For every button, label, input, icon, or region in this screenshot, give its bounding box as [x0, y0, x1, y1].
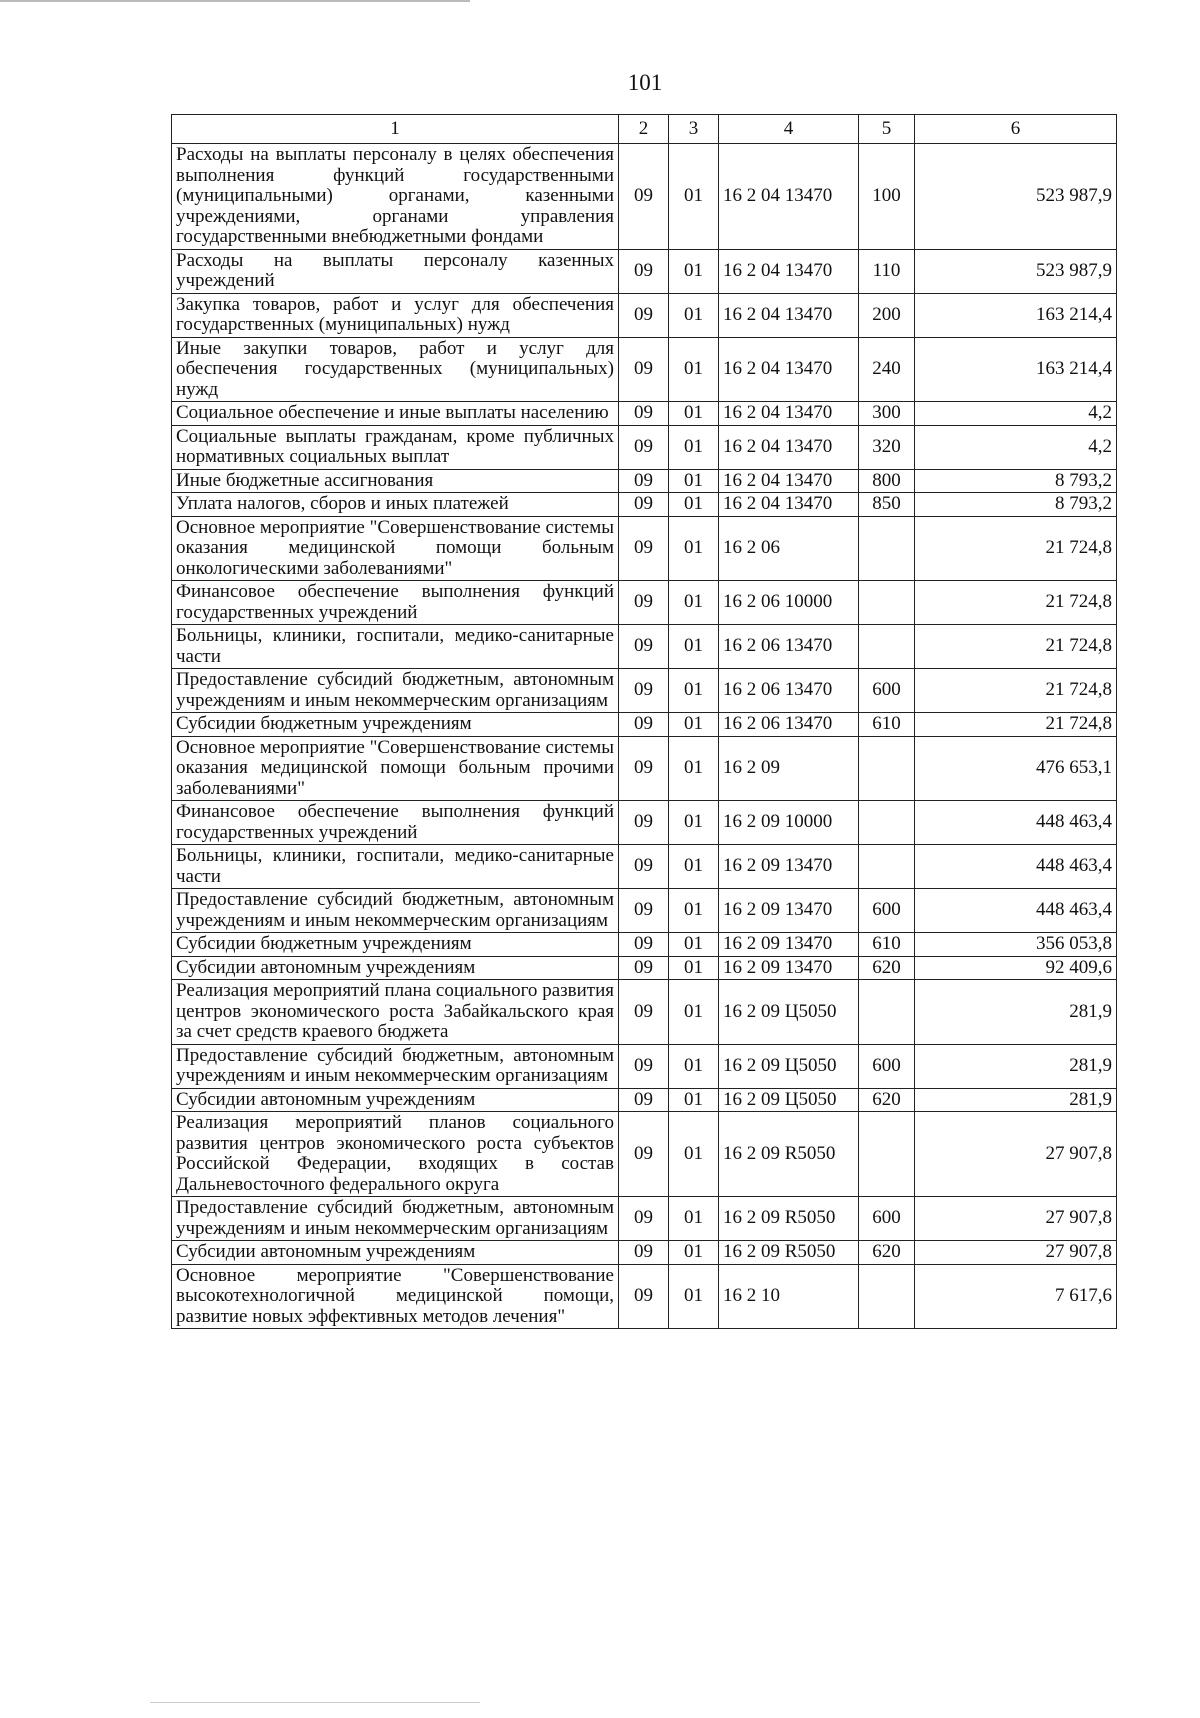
table-row [172, 736, 1117, 801]
expense-type-cell [859, 736, 915, 801]
section-code-cell: 09 [619, 956, 669, 980]
section-code-cell: 09 [619, 337, 669, 402]
amount-cell: 281,9 [915, 980, 1117, 1045]
expense-type-cell [859, 625, 915, 669]
amount-cell: 21 724,8 [915, 516, 1117, 581]
target-article-cell: 16 2 04 13470 [719, 293, 859, 337]
row-name-cell: Субсидии бюджетным учреждениям [172, 713, 619, 737]
section-code-cell: 09 [619, 469, 669, 493]
row-name-cell: Больницы, клиники, госпитали, медико-санитарные части [172, 625, 619, 669]
section-code-cell: 09 [619, 889, 669, 933]
column-header-1: 1 [172, 115, 619, 144]
row-name-cell: Финансовое обеспечение выполнения функций государственных учреждений [172, 801, 619, 845]
row-name-cell: Предоставление субсидий бюджетным, автономным учреждениям и иным некоммерческим организациям [172, 1197, 619, 1241]
budget-table [171, 114, 1117, 1329]
row-name-cell: Социальное обеспечение и иные выплаты населению [172, 402, 619, 426]
row-name-cell: Основное мероприятие "Совершенствование системы оказания медицинской помощи больным прочими заболеваниями" [172, 736, 619, 801]
section-code-cell: 09 [619, 669, 669, 713]
expense-type-cell: 110 [859, 249, 915, 293]
table-row [172, 402, 1117, 426]
table-row [172, 713, 1117, 737]
amount-cell: 27 907,8 [915, 1241, 1117, 1265]
section-code-cell: 09 [619, 1241, 669, 1265]
subsection-code-cell: 01 [669, 144, 719, 250]
expense-type-cell [859, 845, 915, 889]
amount-cell: 27 907,8 [915, 1197, 1117, 1241]
section-code-cell: 09 [619, 933, 669, 957]
amount-cell: 476 653,1 [915, 736, 1117, 801]
subsection-code-cell: 01 [669, 933, 719, 957]
table-row [172, 669, 1117, 713]
amount-cell: 281,9 [915, 1044, 1117, 1088]
amount-cell: 448 463,4 [915, 801, 1117, 845]
target-article-cell: 16 2 06 13470 [719, 625, 859, 669]
target-article-cell: 16 2 09 13470 [719, 933, 859, 957]
expense-type-cell [859, 1112, 915, 1197]
target-article-cell: 16 2 04 13470 [719, 493, 859, 517]
table-row [172, 581, 1117, 625]
target-article-cell: 16 2 06 10000 [719, 581, 859, 625]
row-name-cell: Предоставление субсидий бюджетным, автономным учреждениям и иным некоммерческим организациям [172, 889, 619, 933]
table-row [172, 801, 1117, 845]
amount-cell: 7 617,6 [915, 1264, 1117, 1329]
row-name-cell: Основное мероприятие "Совершенствование системы оказания медицинской помощи больным онкологическими заболеваниями" [172, 516, 619, 581]
column-header-5: 5 [859, 115, 915, 144]
target-article-cell: 16 2 09 R5050 [719, 1241, 859, 1265]
target-article-cell: 16 2 04 13470 [719, 425, 859, 469]
subsection-code-cell: 01 [669, 581, 719, 625]
expense-type-cell: 320 [859, 425, 915, 469]
expense-type-cell: 850 [859, 493, 915, 517]
subsection-code-cell: 01 [669, 1044, 719, 1088]
expense-type-cell: 600 [859, 669, 915, 713]
section-code-cell: 09 [619, 713, 669, 737]
amount-cell: 523 987,9 [915, 249, 1117, 293]
amount-cell: 4,2 [915, 402, 1117, 426]
expense-type-cell: 100 [859, 144, 915, 250]
expense-type-cell: 600 [859, 1044, 915, 1088]
amount-cell: 92 409,6 [915, 956, 1117, 980]
amount-cell: 21 724,8 [915, 713, 1117, 737]
subsection-code-cell: 01 [669, 469, 719, 493]
table-row [172, 933, 1117, 957]
target-article-cell: 16 2 09 Ц5050 [719, 980, 859, 1045]
row-name-cell: Субсидии автономным учреждениям [172, 1088, 619, 1112]
row-name-cell: Больницы, клиники, госпитали, медико-санитарные части [172, 845, 619, 889]
section-code-cell: 09 [619, 425, 669, 469]
row-name-cell: Реализация мероприятий планов социального развития центров экономического роста субъектов Российской Федерации, входящих в состав Дальневосточного федерального округа [172, 1112, 619, 1197]
target-article-cell: 16 2 09 13470 [719, 845, 859, 889]
subsection-code-cell: 01 [669, 625, 719, 669]
section-code-cell: 09 [619, 625, 669, 669]
table-row [172, 337, 1117, 402]
expense-type-cell: 300 [859, 402, 915, 426]
subsection-code-cell: 01 [669, 669, 719, 713]
subsection-code-cell: 01 [669, 402, 719, 426]
section-code-cell: 09 [619, 293, 669, 337]
section-code-cell: 09 [619, 1264, 669, 1329]
subsection-code-cell: 01 [669, 425, 719, 469]
header-row [172, 115, 1117, 144]
amount-cell: 21 724,8 [915, 625, 1117, 669]
amount-cell: 448 463,4 [915, 845, 1117, 889]
amount-cell: 163 214,4 [915, 337, 1117, 402]
expense-type-cell [859, 581, 915, 625]
table-row [172, 144, 1117, 250]
row-name-cell: Закупка товаров, работ и услуг для обеспечения государственных (муниципальных) нужд [172, 293, 619, 337]
table-row [172, 625, 1117, 669]
row-name-cell: Реализация мероприятий плана социального развития центров экономического роста Забайкальского края за счет средств краевого бюджета [172, 980, 619, 1045]
row-name-cell: Субсидии бюджетным учреждениям [172, 933, 619, 957]
row-name-cell: Основное мероприятие "Совершенствование высокотехнологичной медицинской помощи, развитие новых эффективных методов лечения" [172, 1264, 619, 1329]
section-code-cell: 09 [619, 581, 669, 625]
row-name-cell: Иные бюджетные ассигнования [172, 469, 619, 493]
amount-cell: 8 793,2 [915, 493, 1117, 517]
subsection-code-cell: 01 [669, 337, 719, 402]
column-header-4: 4 [719, 115, 859, 144]
subsection-code-cell: 01 [669, 1241, 719, 1265]
table-row [172, 1264, 1117, 1329]
expense-type-cell [859, 1264, 915, 1329]
row-name-cell: Социальные выплаты гражданам, кроме публичных нормативных социальных выплат [172, 425, 619, 469]
table-row [172, 956, 1117, 980]
target-article-cell: 16 2 04 13470 [719, 469, 859, 493]
subsection-code-cell: 01 [669, 293, 719, 337]
page-number: 101 [627, 70, 663, 95]
amount-cell: 21 724,8 [915, 581, 1117, 625]
section-code-cell: 09 [619, 1088, 669, 1112]
row-name-cell: Финансовое обеспечение выполнения функций государственных учреждений [172, 581, 619, 625]
section-code-cell: 09 [619, 493, 669, 517]
section-code-cell: 09 [619, 980, 669, 1045]
section-code-cell: 09 [619, 402, 669, 426]
amount-cell: 8 793,2 [915, 469, 1117, 493]
amount-cell: 448 463,4 [915, 889, 1117, 933]
target-article-cell: 16 2 04 13470 [719, 337, 859, 402]
section-code-cell: 09 [619, 736, 669, 801]
table-row [172, 1088, 1117, 1112]
row-name-cell: Предоставление субсидий бюджетным, автономным учреждениям и иным некоммерческим организациям [172, 1044, 619, 1088]
row-name-cell: Иные закупки товаров, работ и услуг для обеспечения государственных (муниципальных) нужд [172, 337, 619, 402]
section-code-cell: 09 [619, 516, 669, 581]
amount-cell: 163 214,4 [915, 293, 1117, 337]
row-name-cell: Расходы на выплаты персоналу в целях обеспечения выполнения функций государственными (муниципальными) органами, казенными учреждениями, органами управления государственными внебюджетными фондами [172, 144, 619, 250]
subsection-code-cell: 01 [669, 1264, 719, 1329]
table-row [172, 845, 1117, 889]
expense-type-cell: 610 [859, 713, 915, 737]
subsection-code-cell: 01 [669, 889, 719, 933]
target-article-cell: 16 2 09 R5050 [719, 1112, 859, 1197]
row-name-cell: Расходы на выплаты персоналу казенных учреждений [172, 249, 619, 293]
amount-cell: 356 053,8 [915, 933, 1117, 957]
target-article-cell: 16 2 04 13470 [719, 249, 859, 293]
table-row [172, 425, 1117, 469]
row-name-cell: Субсидии автономным учреждениям [172, 956, 619, 980]
table-row [172, 980, 1117, 1045]
subsection-code-cell: 01 [669, 801, 719, 845]
subsection-code-cell: 01 [669, 980, 719, 1045]
expense-type-cell: 600 [859, 889, 915, 933]
expense-type-cell: 800 [859, 469, 915, 493]
row-name-cell: Субсидии автономным учреждениям [172, 1241, 619, 1265]
amount-cell: 21 724,8 [915, 669, 1117, 713]
table-row [172, 249, 1117, 293]
subsection-code-cell: 01 [669, 249, 719, 293]
target-article-cell: 16 2 09 Ц5050 [719, 1044, 859, 1088]
subsection-code-cell: 01 [669, 845, 719, 889]
expense-type-cell: 600 [859, 1197, 915, 1241]
column-header-6: 6 [915, 115, 1117, 144]
subsection-code-cell: 01 [669, 516, 719, 581]
target-article-cell: 16 2 06 13470 [719, 669, 859, 713]
target-article-cell: 16 2 04 13470 [719, 402, 859, 426]
table-row [172, 516, 1117, 581]
amount-cell: 4,2 [915, 425, 1117, 469]
column-header-3: 3 [669, 115, 719, 144]
table-row [172, 889, 1117, 933]
subsection-code-cell: 01 [669, 956, 719, 980]
expense-type-cell [859, 516, 915, 581]
amount-cell: 281,9 [915, 1088, 1117, 1112]
target-article-cell: 16 2 09 [719, 736, 859, 801]
table-body [172, 144, 1117, 1329]
subsection-code-cell: 01 [669, 1112, 719, 1197]
expense-type-cell: 620 [859, 1241, 915, 1265]
scan-artifact-line [0, 0, 470, 2]
amount-cell: 523 987,9 [915, 144, 1117, 250]
subsection-code-cell: 01 [669, 1197, 719, 1241]
subsection-code-cell: 01 [669, 493, 719, 517]
table-row [172, 1112, 1117, 1197]
subsection-code-cell: 01 [669, 1088, 719, 1112]
expense-type-cell: 610 [859, 933, 915, 957]
section-code-cell: 09 [619, 845, 669, 889]
section-code-cell: 09 [619, 249, 669, 293]
expense-type-cell [859, 980, 915, 1045]
row-name-cell: Уплата налогов, сборов и иных платежей [172, 493, 619, 517]
table-row [172, 493, 1117, 517]
expense-type-cell: 620 [859, 956, 915, 980]
target-article-cell: 16 2 04 13470 [719, 144, 859, 250]
section-code-cell: 09 [619, 1197, 669, 1241]
section-code-cell: 09 [619, 801, 669, 845]
section-code-cell: 09 [619, 1044, 669, 1088]
table-row [172, 1241, 1117, 1265]
amount-cell: 27 907,8 [915, 1112, 1117, 1197]
column-header-2: 2 [619, 115, 669, 144]
target-article-cell: 16 2 09 R5050 [719, 1197, 859, 1241]
target-article-cell: 16 2 06 [719, 516, 859, 581]
expense-type-cell: 200 [859, 293, 915, 337]
subsection-code-cell: 01 [669, 713, 719, 737]
expense-type-cell [859, 801, 915, 845]
target-article-cell: 16 2 09 10000 [719, 801, 859, 845]
section-code-cell: 09 [619, 1112, 669, 1197]
table-row [172, 1197, 1117, 1241]
expense-type-cell: 240 [859, 337, 915, 402]
scan-artifact-line [150, 1702, 480, 1703]
subsection-code-cell: 01 [669, 736, 719, 801]
target-article-cell: 16 2 06 13470 [719, 713, 859, 737]
table-row [172, 469, 1117, 493]
target-article-cell: 16 2 10 [719, 1264, 859, 1329]
target-article-cell: 16 2 09 Ц5050 [719, 1088, 859, 1112]
table-row [172, 1044, 1117, 1088]
target-article-cell: 16 2 09 13470 [719, 889, 859, 933]
row-name-cell: Предоставление субсидий бюджетным, автономным учреждениям и иным некоммерческим организациям [172, 669, 619, 713]
target-article-cell: 16 2 09 13470 [719, 956, 859, 980]
expense-type-cell: 620 [859, 1088, 915, 1112]
table-row [172, 293, 1117, 337]
section-code-cell: 09 [619, 144, 669, 250]
